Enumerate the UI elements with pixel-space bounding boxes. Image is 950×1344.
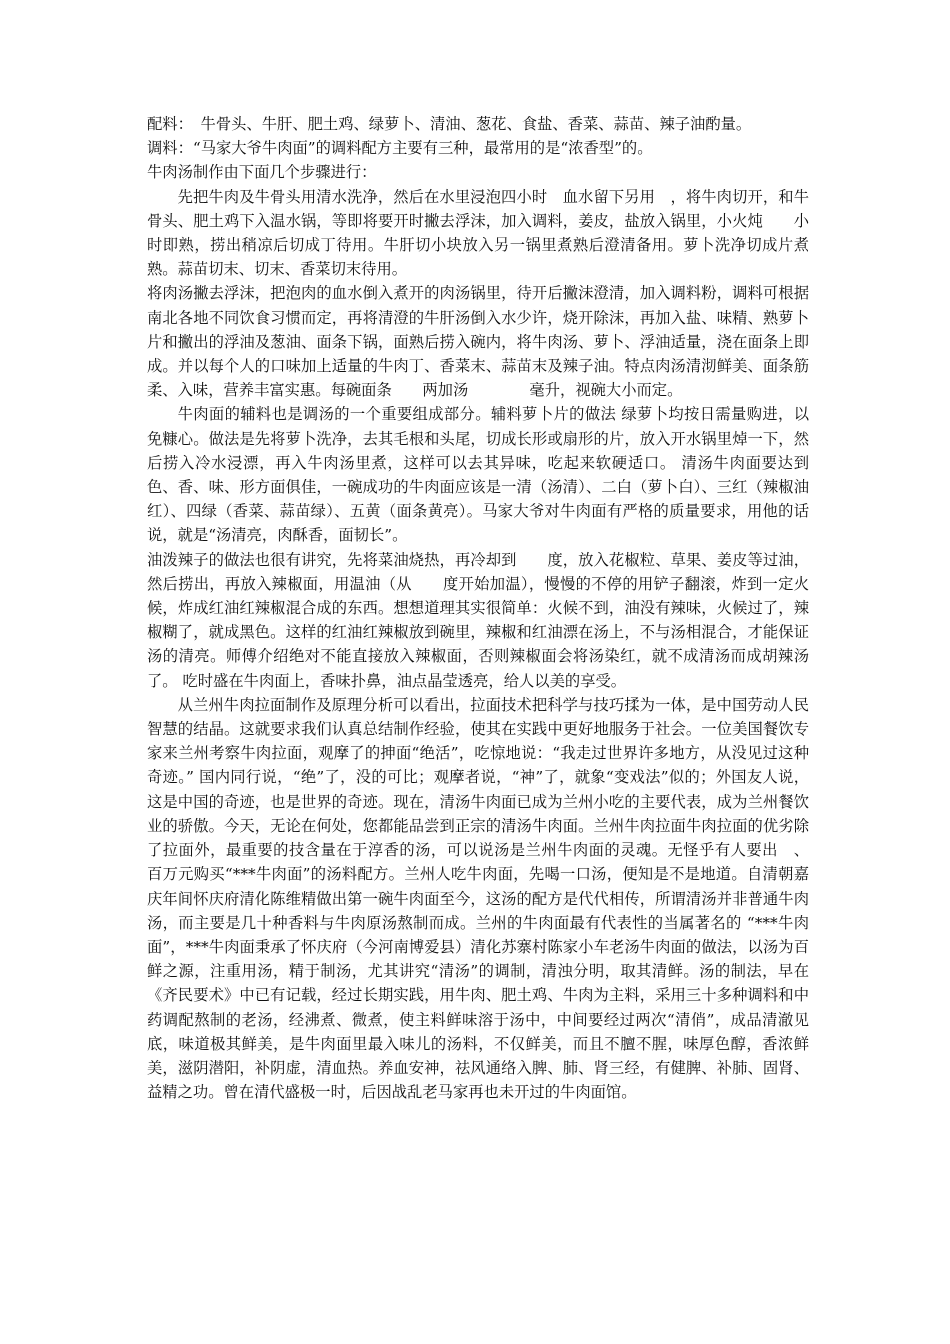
document-body [147, 112, 809, 1104]
broth-step-one-paragraph: 先把牛肉及牛骨头用清水洗净，然后在水里浸泡四小时 血水留下另用 ，将牛肉切开，和牛骨头、肥土鸡下入温水锅，等即将要开时撇去浮沫，加入调料，姜皮，盐放入锅里，小火炖 小时即熟，捞出稍凉后切成丁待用。牛肝切小块放入另一锅里煮熟后澄清备用。萝卜洗净切成片煮熟。蒜苗切末、切末、香菜切末待用。 [147, 187, 809, 279]
chili-oil-paragraph: 油泼辣子的做法也很有讲究，先将菜油烧热，再冷却到 度，放入花椒粒、草果、姜皮等过油，然后捞出，再放入辣椒面，用温油（从 度开始加温），慢慢的不停的用铲子翻滚，炸到一定火候，炸成红油红辣椒混合成的东西。想想道理其实很简单：火候不到，油没有辣味，火候过了，辣椒糊了，就成黑色。这样的红油红辣椒放到碗里，辣椒和红油漂在汤上，不与汤相混合，才能保证汤的清亮。师傅介绍绝对不能直接放入辣椒面，否则辣椒面会将汤染红，就不成清汤而成胡辣汤了。 吃时盛在牛肉面上，香味扑鼻，油点晶莹透亮，给人以美的享受。 [147, 550, 809, 690]
side-ingredients-paragraph: 牛肉面的辅料也是调汤的一个重要组成部分。辅料萝卜片的做法 绿萝卜均按日需量购进，以免糠心。做法是先将萝卜洗净，去其毛根和头尾，切成长形或扇形的片，放入开水锅里焯一下，然后捞入冷水浸漂，再入牛肉汤里煮，这样可以去其异味，吃起来软硬适口。 清汤牛肉面要达到色、香、味、形方面俱佳，一碗成功的牛肉面应该是一清（汤清）、二白（萝卜白）、三红（辣椒油红）、四绿（香菜、蒜苗绿）、五黄（面条黄亮）。马家大爷对牛肉面有严格的质量要求，用他的话说，就是“汤清亮，肉酥香，面韧长”。 [147, 405, 809, 545]
seasoning-paragraph: 调料：“马家大爷牛肉面”的调料配方主要有三种，最常用的是“浓香型”的。 [147, 139, 653, 158]
steps-intro-paragraph: 牛肉汤制作由下面几个步骤进行： [147, 163, 377, 182]
broth-step-two-paragraph: 将肉汤撇去浮沫，把泡肉的血水倒入煮开的肉汤锅里，待开后撇沫澄清，加入调料粉，调料可根据南北各地不同饮食习惯而定，再将清澄的牛肝汤倒入水少许，烧开除沫，再加入盐、味精、熟萝卜片和撇出的浮油及葱油、面条下锅，面熟后捞入碗内，将牛肉汤、萝卜、浮油适量，浇在面条上即成。并以每个人的口味加上适量的牛肉丁、香菜末、蒜苗末及辣子油。特点肉汤清沏鲜美、面条筋柔、入味，营养丰富实惠。每碗面条 两加汤 毫升，视碗大小而定。 [147, 284, 809, 400]
ingredients-paragraph: 配料： 牛骨头、牛肝、肥土鸡、绿萝卜、清油、葱花、食盐、香菜、蒜苗、辣子油酌量。 [147, 115, 752, 133]
lanzhou-noodle-analysis-paragraph: 从兰州牛肉拉面制作及原理分析可以看出，拉面技术把科学与技巧揉为一体，是中国劳动人民智慧的结晶。这就要求我们认真总结制作经验，使其在实践中更好地服务于社会。一位美国餐饮专家来兰州考察牛肉拉面，观摩了的抻面“绝活”，吃惊地说：“我走过世界许多地方，从没见过这种奇迹。” 国内同行说，“绝”了，没的可比；观摩者说，“神”了，就象“变戏法”似的；外国友人说，这是中国的奇迹，也是世界的奇迹。现在，清汤牛肉面已成为兰州小吃的主要代表，成为兰州餐饮业的骄傲。今天，无论在何处，您都能品尝到正宗的清汤牛肉面。兰州牛肉拉面牛肉拉面的优劣除了拉面外，最重要的技含量在于淳香的汤，可以说汤是兰州牛肉面的灵魂。无怪乎有人要出 、 百万元购买“***牛肉面”的汤料配方。兰州人吃牛肉面，先喝一口汤，便知是不是地道。自清朝嘉庆年间怀庆府清化陈维精做出第一碗牛肉面至今，这汤的配方是代代相传，所谓清汤并非普通牛肉汤，而主要是几十种香料与牛肉原汤熬制而成。兰州的牛肉面最有代表性的当属著名的 “***牛肉面”，***牛肉面秉承了怀庆府（今河南博爱县）清化苏寨村陈家小车老汤牛肉面的做法，以汤为百鲜之源，注重用汤，精于制汤，尤其讲究“清汤”的调制，清浊分明，取其清鲜。汤的制法，早在《齐民要术》中已有记载，经过长期实践，用牛肉、肥土鸡、牛肉为主料，采用三十多种调料和中药调配熬制的老汤，经沸煮、微煮，使主料鲜味溶于汤中，中间要经过两次“清俏”，成品清澈见底，味道极其鲜美，是牛肉面里最入味儿的汤料，不仅鲜美，而且不膻不腥，味厚色醇，香浓鲜美，滋阴潜阳，补阴虚，清血热。养血安神，祛风通络入脾、肺、肾三经，有健脾、补肺、固肾、益精之功。曾在清代盛极一时，后因战乱老马家再也未开过的牛肉面馆。 [147, 695, 809, 1102]
